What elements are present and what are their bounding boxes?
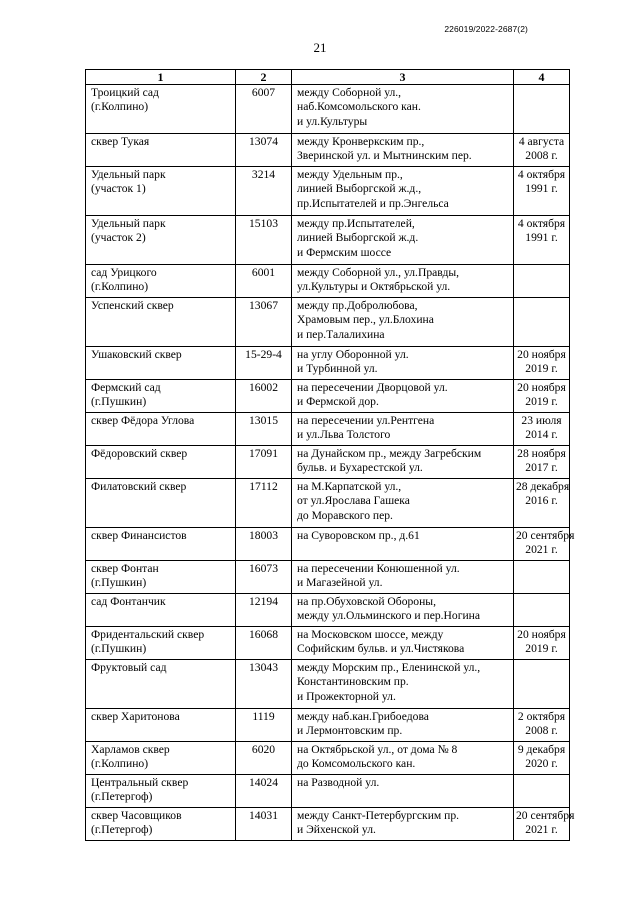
cell-date-line: 2014 г. bbox=[525, 428, 558, 442]
cell-name-line: Троицкий сад bbox=[91, 86, 159, 100]
cell-location-line: и ул.Культуры bbox=[297, 114, 368, 128]
cell-code bbox=[236, 413, 292, 446]
table-row bbox=[86, 298, 570, 347]
cell-location bbox=[292, 709, 514, 742]
cell-date bbox=[514, 561, 570, 594]
cell-name-line: сад Фонтанчик bbox=[91, 595, 166, 609]
cell-date-line: 2 октября bbox=[517, 710, 566, 724]
cell-date-line: 20 ноября bbox=[517, 381, 566, 395]
cell-code-line: 13074 bbox=[249, 135, 278, 149]
cell-location-line: на Дунайском пр., между Загребским bbox=[297, 447, 482, 461]
cell-code bbox=[236, 479, 292, 528]
cell-location-line: между Морским пр., Еленинской ул., bbox=[297, 661, 481, 675]
cell-name bbox=[86, 380, 236, 413]
cell-location bbox=[292, 298, 514, 347]
cell-name-line: (г.Петергоф) bbox=[91, 823, 153, 837]
cell-location bbox=[292, 594, 514, 627]
cell-location bbox=[292, 528, 514, 561]
gardens-table bbox=[85, 69, 575, 841]
cell-location-line: Храмовым пер., ул.Блохина bbox=[297, 313, 434, 327]
cell-code-line: 16068 bbox=[249, 628, 278, 642]
cell-location-line: на пересечении Конюшенной ул. bbox=[297, 562, 460, 576]
cell-date bbox=[514, 594, 570, 627]
cell-date-line: 2019 г. bbox=[525, 362, 558, 376]
cell-date bbox=[514, 808, 575, 841]
cell-name-line: (г.Колпино) bbox=[91, 280, 149, 294]
cell-code-line: 17091 bbox=[249, 447, 278, 461]
cell-location bbox=[292, 85, 514, 134]
table-row bbox=[86, 216, 570, 265]
column-header: 3 bbox=[292, 70, 514, 85]
cell-name bbox=[86, 134, 236, 167]
table-row bbox=[86, 775, 570, 808]
cell-date bbox=[514, 216, 570, 265]
cell-date-line: 2019 г. bbox=[525, 642, 558, 656]
cell-date bbox=[514, 85, 570, 134]
cell-name-line: (г.Пушкин) bbox=[91, 576, 147, 590]
cell-date-line: 20 ноября bbox=[517, 348, 566, 362]
cell-name-line: сквер Финансистов bbox=[91, 529, 187, 543]
cell-date-line: 1991 г. bbox=[525, 182, 558, 196]
cell-code bbox=[236, 594, 292, 627]
cell-name bbox=[86, 775, 236, 808]
cell-date-line: 2021 г. bbox=[525, 543, 558, 557]
table-row bbox=[86, 85, 570, 134]
page-number: 21 bbox=[313, 40, 327, 55]
cell-location-line: на пересечении Дворцовой ул. bbox=[297, 381, 448, 395]
cell-name-line: (г.Пушкин) bbox=[91, 395, 147, 409]
cell-code-line: 14031 bbox=[249, 809, 278, 823]
table-row bbox=[86, 479, 570, 528]
cell-location-line: между Удельным пр., bbox=[297, 168, 403, 182]
cell-name-line: сквер Тукая bbox=[91, 135, 150, 149]
cell-code bbox=[236, 627, 292, 660]
table-row bbox=[86, 709, 570, 742]
cell-name-line: (г.Колпино) bbox=[91, 100, 149, 114]
cell-name bbox=[86, 594, 236, 627]
cell-name-line: Филатовский сквер bbox=[91, 480, 187, 494]
cell-date bbox=[514, 446, 570, 479]
cell-location-line: до Моравского пер. bbox=[297, 508, 393, 522]
cell-code bbox=[236, 561, 292, 594]
cell-name-line: Харламов сквер bbox=[91, 743, 170, 757]
cell-name-line: Фруктовый сад bbox=[91, 661, 167, 675]
cell-date-line: 1991 г. bbox=[525, 231, 558, 245]
cell-name bbox=[86, 216, 236, 265]
cell-location bbox=[292, 808, 514, 841]
cell-date-line: 4 октября bbox=[517, 217, 566, 231]
cell-location-line: бульв. и Бухарестской ул. bbox=[297, 461, 423, 475]
cell-location-line: на Суворовском пр., д.61 bbox=[297, 529, 420, 543]
cell-name bbox=[86, 265, 236, 298]
cell-code bbox=[236, 808, 292, 841]
cell-location-line: на пр.Обуховской Обороны, bbox=[297, 595, 436, 609]
table-row bbox=[86, 528, 570, 561]
cell-location bbox=[292, 167, 514, 216]
cell-location-line: на Московском шоссе, между bbox=[297, 628, 444, 642]
cell-date-line: 2021 г. bbox=[525, 823, 558, 837]
column-header: 4 bbox=[514, 70, 570, 85]
table-row bbox=[86, 446, 570, 479]
cell-code-line: 6001 bbox=[251, 266, 276, 280]
cell-code bbox=[236, 528, 292, 561]
cell-name bbox=[86, 85, 236, 134]
cell-location-line: и Фермской дор. bbox=[297, 395, 379, 409]
cell-location-line: на М.Карпатской ул., bbox=[297, 480, 402, 494]
cell-name-line: Фермский сад bbox=[91, 381, 161, 395]
cell-name-line: Удельный парк bbox=[91, 168, 166, 182]
cell-name-line: (г.Колпино) bbox=[91, 757, 149, 771]
cell-code-line: 14024 bbox=[249, 776, 278, 790]
cell-date bbox=[514, 298, 570, 347]
cell-location-line: и Прожекторной ул. bbox=[297, 689, 396, 703]
cell-location-line: на Разводной ул. bbox=[297, 776, 380, 790]
cell-code-line: 13015 bbox=[249, 414, 278, 428]
document-code: 226019/2022-2687(2) bbox=[444, 24, 528, 34]
cell-location bbox=[292, 775, 514, 808]
cell-location-line: Константиновским пр. bbox=[297, 675, 409, 689]
cell-code-line: 16002 bbox=[249, 381, 278, 395]
cell-code bbox=[236, 775, 292, 808]
cell-date-line: 2016 г. bbox=[525, 494, 558, 508]
cell-name-line: Успенский сквер bbox=[91, 299, 174, 313]
cell-date-line: 9 декабря bbox=[517, 743, 566, 757]
cell-code bbox=[236, 446, 292, 479]
cell-date-line: 2020 г. bbox=[525, 757, 558, 771]
cell-location-line: на углу Оборонной ул. bbox=[297, 348, 409, 362]
cell-name bbox=[86, 709, 236, 742]
table-row bbox=[86, 561, 570, 594]
cell-location-line: между наб.кан.Грибоедова bbox=[297, 710, 429, 724]
cell-name-line: сад Урицкого bbox=[91, 266, 157, 280]
cell-name-line: Фёдоровский сквер bbox=[91, 447, 188, 461]
cell-location-line: на Октябрьской ул., от дома № 8 bbox=[297, 743, 458, 757]
cell-date bbox=[514, 709, 570, 742]
cell-code-line: 17112 bbox=[249, 480, 278, 494]
cell-location-line: пр.Испытателей и пр.Энгельса bbox=[297, 196, 449, 210]
cell-name bbox=[86, 347, 236, 380]
cell-location-line: линией Выборгской ж.д. bbox=[297, 231, 419, 245]
cell-location bbox=[292, 446, 514, 479]
cell-location-line: между Кронверкским пр., bbox=[297, 135, 425, 149]
table-row bbox=[86, 808, 570, 841]
table-row bbox=[86, 380, 570, 413]
cell-date-line: 28 декабря bbox=[516, 480, 570, 494]
cell-code-line: 18003 bbox=[249, 529, 278, 543]
cell-name bbox=[86, 298, 236, 347]
cell-name bbox=[86, 413, 236, 446]
cell-location-line: и ул.Льва Толстого bbox=[297, 428, 391, 442]
cell-code-line: 15-29-4 bbox=[245, 348, 282, 362]
cell-code-line: 6007 bbox=[251, 86, 276, 100]
cell-date-line: 20 сентября bbox=[516, 529, 575, 543]
cell-code bbox=[236, 742, 292, 775]
cell-date-line: 28 ноября bbox=[517, 447, 566, 461]
cell-location-line: наб.Комсомольского кан. bbox=[297, 100, 421, 114]
cell-code-line: 16073 bbox=[249, 562, 278, 576]
cell-location bbox=[292, 134, 514, 167]
cell-name-line: сквер Харитонова bbox=[91, 710, 180, 724]
cell-location bbox=[292, 265, 514, 298]
cell-name bbox=[86, 528, 236, 561]
cell-date bbox=[514, 627, 570, 660]
cell-name-line: сквер Фёдора Углова bbox=[91, 414, 195, 428]
cell-location-line: от ул.Ярослава Гашека bbox=[297, 494, 410, 508]
cell-date-line: 2017 г. bbox=[525, 461, 558, 475]
table-row bbox=[86, 413, 570, 446]
cell-location bbox=[292, 380, 514, 413]
cell-location-line: между Соборной ул., bbox=[297, 86, 402, 100]
cell-date bbox=[514, 775, 570, 808]
cell-location-line: линией Выборгской ж.д., bbox=[297, 182, 422, 196]
cell-name bbox=[86, 167, 236, 216]
cell-name-line: Ушаковский сквер bbox=[91, 348, 182, 362]
cell-code-line: 1119 bbox=[252, 710, 275, 724]
cell-location-line: между Санкт-Петербургским пр. bbox=[297, 809, 460, 823]
column-header: 1 bbox=[86, 70, 236, 85]
cell-code bbox=[236, 216, 292, 265]
cell-code bbox=[236, 167, 292, 216]
table-row bbox=[86, 660, 570, 709]
cell-date-line: 20 сентября bbox=[516, 809, 575, 823]
cell-location-line: Зверинской ул. и Мытнинским пер. bbox=[297, 149, 472, 163]
cell-code-line: 3214 bbox=[251, 168, 276, 182]
cell-code bbox=[236, 85, 292, 134]
cell-name bbox=[86, 808, 236, 841]
table-row bbox=[86, 265, 570, 298]
cell-name bbox=[86, 446, 236, 479]
cell-date bbox=[514, 347, 570, 380]
cell-name bbox=[86, 561, 236, 594]
cell-location bbox=[292, 413, 514, 446]
cell-name-line: Фридентальский сквер bbox=[91, 628, 205, 642]
cell-location-line: и Турбинной ул. bbox=[297, 362, 378, 376]
cell-date bbox=[514, 167, 570, 216]
cell-location bbox=[292, 627, 514, 660]
cell-name-line: (участок 2) bbox=[91, 231, 146, 245]
cell-date bbox=[514, 380, 570, 413]
cell-location-line: и Фермским шоссе bbox=[297, 245, 392, 259]
cell-date-line: 2019 г. bbox=[525, 395, 558, 409]
cell-date bbox=[514, 134, 570, 167]
cell-date bbox=[514, 479, 570, 528]
cell-date-line: 4 августа bbox=[518, 135, 565, 149]
cell-name-line: сквер Фонтан bbox=[91, 562, 159, 576]
cell-location-line: между пр.Добролюбова, bbox=[297, 299, 418, 313]
cell-name-line: (г.Петергоф) bbox=[91, 790, 153, 804]
cell-date bbox=[514, 742, 570, 775]
cell-location bbox=[292, 660, 514, 709]
cell-location-line: и Эйхенской ул. bbox=[297, 823, 376, 837]
cell-location bbox=[292, 347, 514, 380]
table-header-row bbox=[86, 70, 570, 85]
cell-date-line: 2008 г. bbox=[525, 149, 558, 163]
cell-name bbox=[86, 627, 236, 660]
cell-code-line: 12194 bbox=[249, 595, 278, 609]
cell-code bbox=[236, 380, 292, 413]
cell-location-line: между ул.Ольминского и пер.Ногина bbox=[297, 609, 481, 623]
cell-name-line: сквер Часовщиков bbox=[91, 809, 182, 823]
cell-location-line: и Магазейной ул. bbox=[297, 576, 383, 590]
cell-name bbox=[86, 660, 236, 709]
cell-location bbox=[292, 742, 514, 775]
cell-name-line: Удельный парк bbox=[91, 217, 166, 231]
cell-date-line: 4 октября bbox=[517, 168, 566, 182]
cell-location bbox=[292, 479, 514, 528]
cell-date bbox=[514, 528, 575, 561]
cell-location-line: до Комсомольского кан. bbox=[297, 757, 416, 771]
table-body bbox=[86, 85, 575, 841]
cell-date bbox=[514, 660, 570, 709]
table-row bbox=[86, 347, 570, 380]
cell-name-line: (г.Пушкин) bbox=[91, 642, 147, 656]
cell-date-line: 20 ноября bbox=[517, 628, 566, 642]
cell-location-line: между Соборной ул., ул.Правды, bbox=[297, 266, 460, 280]
cell-code bbox=[236, 298, 292, 347]
cell-name-line: (участок 1) bbox=[91, 182, 146, 196]
cell-location-line: между пр.Испытателей, bbox=[297, 217, 415, 231]
cell-date bbox=[514, 265, 570, 298]
cell-location-line: ул.Культуры и Октябрьской ул. bbox=[297, 280, 451, 294]
cell-location bbox=[292, 561, 514, 594]
table-row bbox=[86, 167, 570, 216]
cell-code bbox=[236, 265, 292, 298]
table-row bbox=[86, 594, 570, 627]
cell-date-line: 23 июля bbox=[521, 414, 562, 428]
cell-code bbox=[236, 709, 292, 742]
table-row bbox=[86, 134, 570, 167]
cell-location-line: и Лермонтовским пр. bbox=[297, 724, 403, 738]
cell-code-line: 13067 bbox=[249, 299, 278, 313]
cell-code bbox=[236, 134, 292, 167]
cell-code-line: 15103 bbox=[249, 217, 278, 231]
cell-code bbox=[236, 347, 292, 380]
cell-date-line: 2008 г. bbox=[525, 724, 558, 738]
cell-location bbox=[292, 216, 514, 265]
cell-location-line: и пер.Талалихина bbox=[297, 327, 385, 341]
cell-name bbox=[86, 742, 236, 775]
table-row bbox=[86, 742, 570, 775]
cell-code-line: 13043 bbox=[249, 661, 278, 675]
cell-code bbox=[236, 660, 292, 709]
cell-date bbox=[514, 413, 570, 446]
cell-name-line: Центральный сквер bbox=[91, 776, 189, 790]
cell-location-line: на пересечении ул.Рентгена bbox=[297, 414, 435, 428]
cell-name bbox=[86, 479, 236, 528]
table-row bbox=[86, 627, 570, 660]
column-header: 2 bbox=[236, 70, 292, 85]
cell-location-line: Софийским бульв. и ул.Чистякова bbox=[297, 642, 465, 656]
cell-code-line: 6020 bbox=[251, 743, 276, 757]
